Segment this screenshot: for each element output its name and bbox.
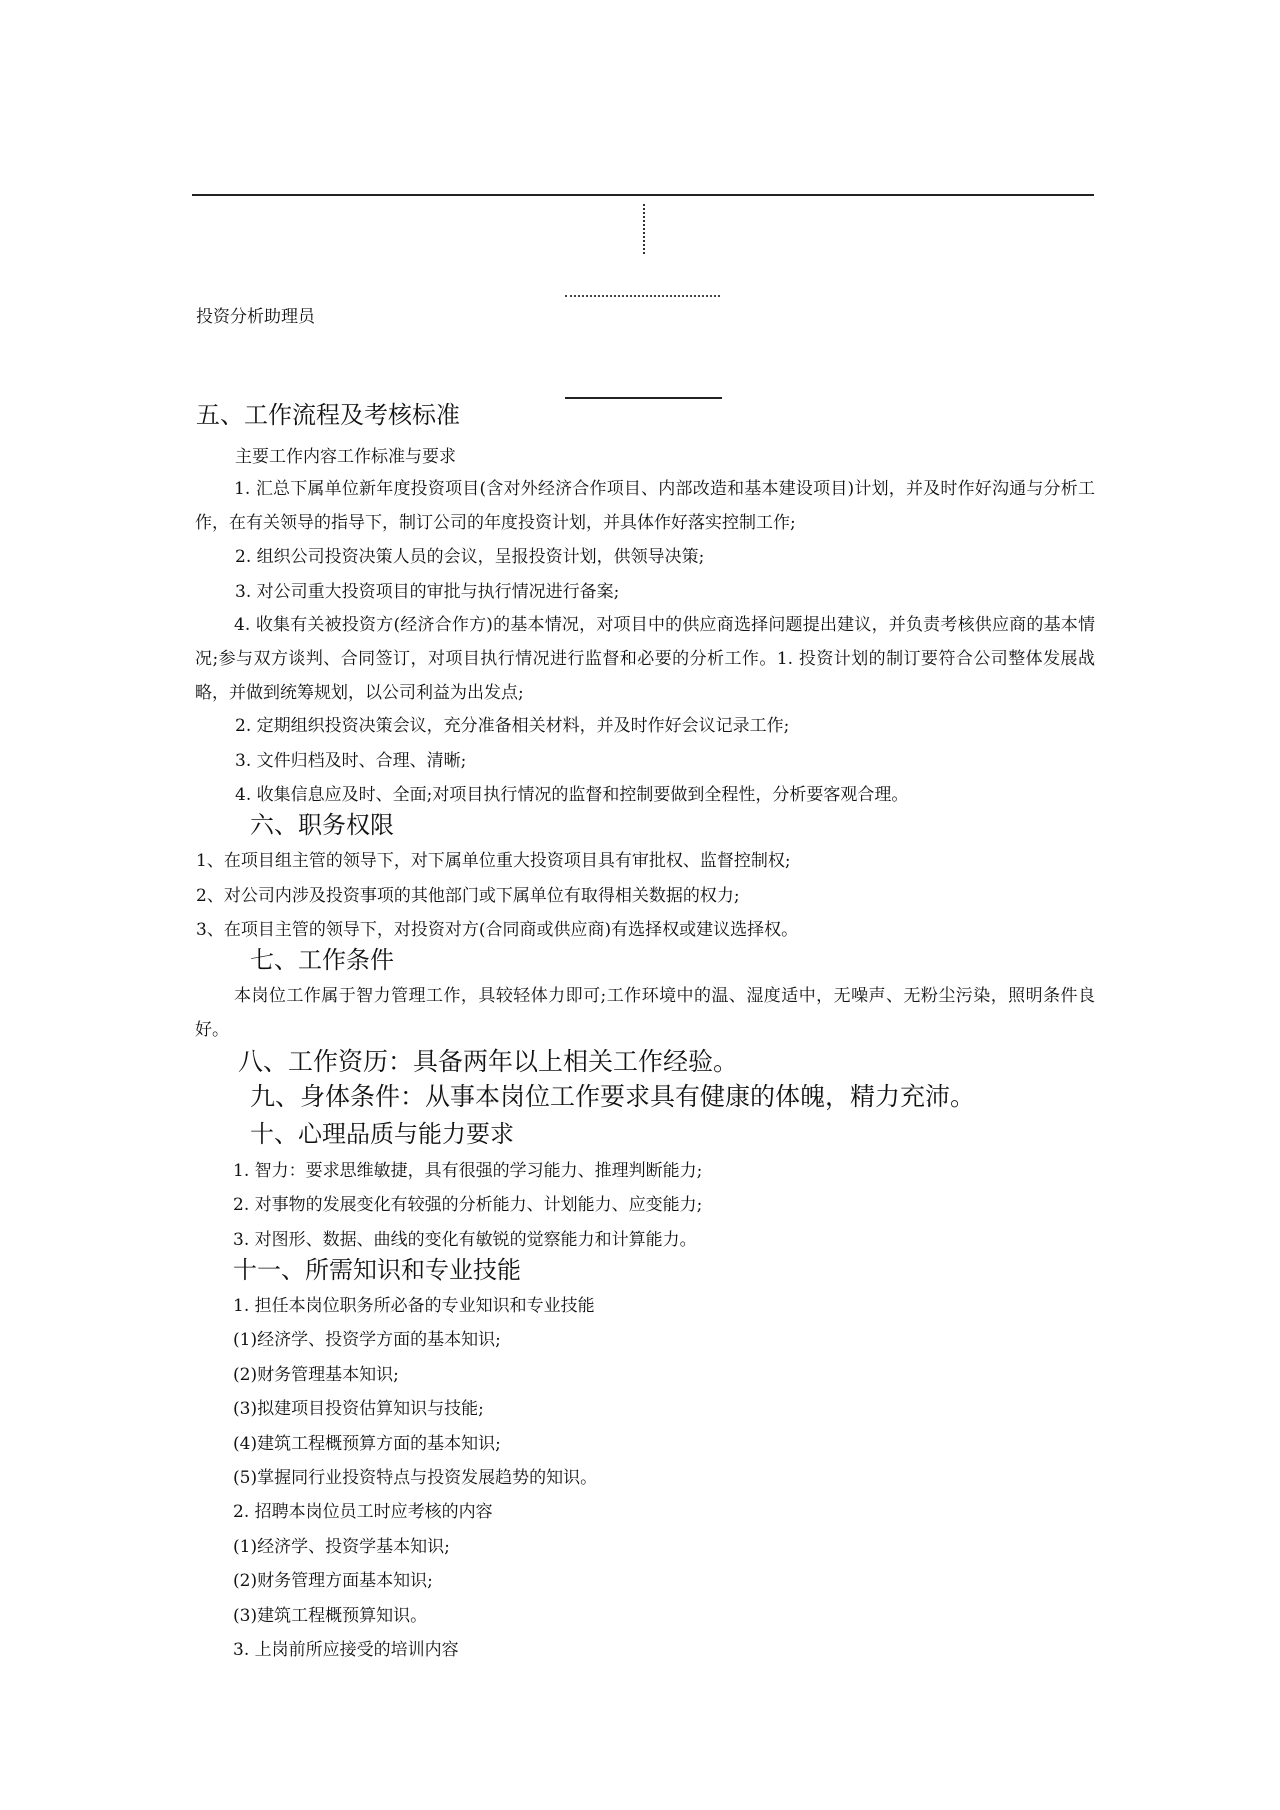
section-divider: [565, 397, 722, 399]
section5-std2: 2. 定期组织投资决策会议，充分准备相关材料，并及时作好会议记录工作;: [235, 716, 790, 736]
section11-item: (3)建筑工程概预算知识。: [233, 1606, 428, 1626]
section6-item-1: 1、在项目组主管的领导下，对下属单位重大投资项目具有审批权、监督控制权;: [196, 851, 791, 871]
section10-item-2: 2. 对事物的发展变化有较强的分析能力、计划能力、应变能力;: [233, 1195, 703, 1215]
section11-item: (4)建筑工程概预算方面的基本知识;: [233, 1434, 501, 1454]
section6-item-2: 2、对公司内涉及投资事项的其他部门或下属单位有取得相关数据的权力;: [196, 886, 740, 906]
section11-item: (3)拟建项目投资估算知识与技能;: [233, 1399, 484, 1419]
section9-title: 九、身体条件：从事本岗位工作要求具有健康的体魄，精力充沛。: [250, 1082, 976, 1111]
section10-item-1: 1. 智力：要求思维敏捷，具有很强的学习能力、推理判断能力;: [233, 1161, 703, 1181]
section6-item-3: 3、在项目主管的领导下，对投资对方(合同商或供应商)有选择权或建议选择权。: [196, 920, 799, 940]
section11-item: (2)财务管理方面基本知识;: [233, 1571, 433, 1591]
section11-item: (1)经济学、投资学方面的基本知识;: [233, 1330, 501, 1350]
section11-item: 3. 上岗前所应接受的培训内容: [233, 1640, 459, 1660]
section11-item: 1. 担任本岗位职务所必备的专业知识和专业技能: [233, 1296, 595, 1316]
section7-title: 七、工作条件: [250, 946, 394, 974]
section10-item-3: 3. 对图形、数据、曲线的变化有敏锐的觉察能力和计算能力。: [233, 1230, 697, 1250]
top-rule: [192, 194, 1094, 196]
dotted-horizontal-line: [565, 295, 720, 297]
section11-item: 2. 招聘本岗位员工时应考核的内容: [233, 1502, 493, 1522]
section11-item: (5)掌握同行业投资特点与投资发展趋势的知识。: [233, 1468, 598, 1488]
section7-text: 本岗位工作属于智力管理工作，具较轻体力即可;工作环境中的温、湿度适中，无噪声、无粉尘污染，照明条件良好。: [195, 986, 1095, 1040]
section5-std3: 3. 文件归档及时、合理、清晰;: [235, 751, 467, 771]
job-title: 投资分析助理员: [196, 307, 315, 327]
section5-item2: 2. 组织公司投资决策人员的会议，呈报投资计划，供领导决策;: [235, 547, 705, 567]
dotted-vertical-line: [643, 204, 645, 254]
section5-std4: 4. 收集信息应及时、全面;对项目执行情况的监督和控制要做到全程性，分析要客观合理。: [235, 785, 909, 805]
section5-item4: 4. 收集有关被投资方(经济合作方)的基本情况，对项目中的供应商选择问题提出建议，并负责考核供应商的基本情况;参与双方谈判、合同签订，对项目执行情况进行监督和必要的分析工作。1. 投资计划的制订要符合公司整体发展战略，并做到统筹规划，以公司利益为出发点;: [195, 615, 1095, 703]
section5-title: 五、工作流程及考核标准: [196, 401, 460, 429]
section11-item: (1)经济学、投资学基本知识;: [233, 1537, 450, 1557]
section5-item1: 1. 汇总下属单位新年度投资项目(含对外经济合作项目、内部改造和基本建设项目)计划，并及时作好沟通与分析工作，在有关领导的指导下，制订公司的年度投资计划，并具体作好落实控制工作;: [195, 479, 1095, 533]
section11-title: 十一、所需知识和专业技能: [233, 1256, 521, 1284]
section10-title: 十、心理品质与能力要求: [250, 1120, 514, 1148]
section5-subtitle: 主要工作内容工作标准与要求: [235, 447, 456, 467]
section8-title: 八、工作资历：具备两年以上相关工作经验。: [238, 1047, 739, 1076]
section5-item3: 3. 对公司重大投资项目的审批与执行情况进行备案;: [235, 582, 620, 602]
section6-title: 六、职务权限: [250, 811, 394, 839]
section11-item: (2)财务管理基本知识;: [233, 1365, 399, 1385]
